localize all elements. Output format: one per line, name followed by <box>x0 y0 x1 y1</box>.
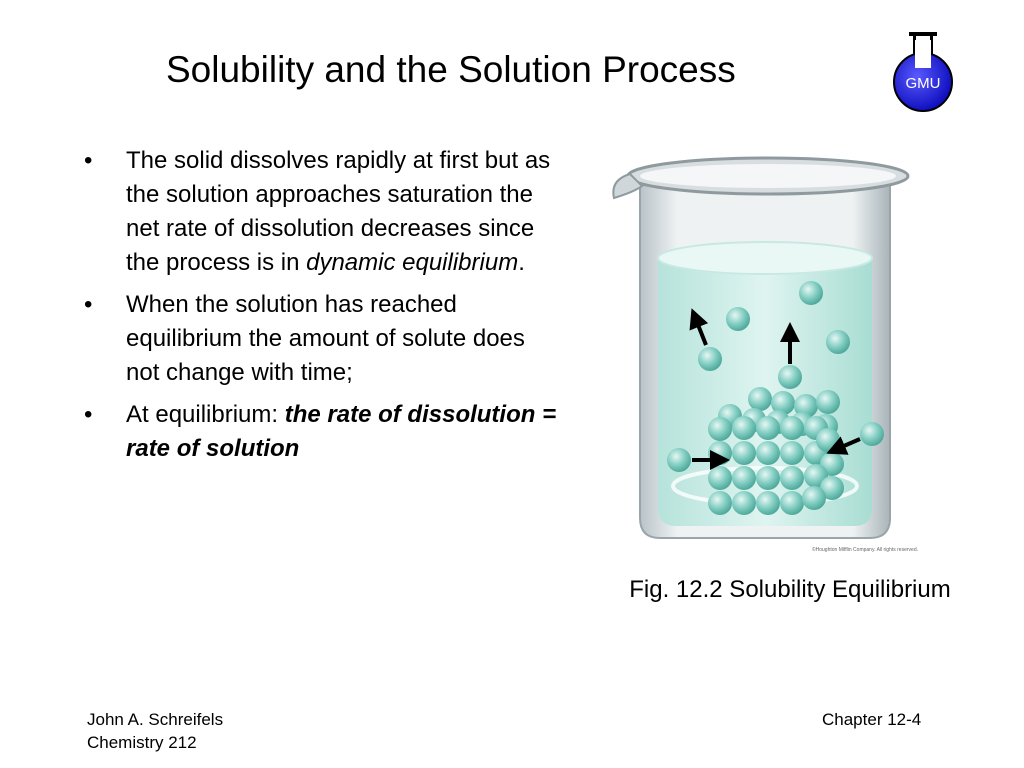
bullet-item-2 <box>84 288 564 390</box>
bullet-text: When the solution has reached equilibrium the amount of solute does not change with time; <box>126 291 525 386</box>
footer-left <box>87 708 223 754</box>
bullet-tail: . <box>518 249 525 276</box>
footer-page-number: Chapter 12-4 <box>822 710 922 729</box>
bullet-text: At equilibrium: <box>126 401 285 428</box>
bullet-text: The solid dissolves rapidly at first but as the solution approaches saturation the net rate of dissolution decreases since the process is in <box>126 147 551 276</box>
bullet-marker: • <box>84 401 93 428</box>
logo-text: GMU <box>905 75 941 92</box>
bullet-item-1 <box>84 144 564 280</box>
footer-course: Chemistry 212 <box>87 733 197 752</box>
copyright-text: ©Houghton Mifflin Company. All rights reserved. <box>811 547 918 553</box>
bullet-emphasis: dynamic equilibrium <box>306 249 519 276</box>
slide-title: Solubility and the Solution Process <box>166 49 736 90</box>
bullet-marker: • <box>84 147 93 174</box>
footer-author: John A. Schreifels <box>87 710 224 729</box>
figure-caption: Fig. 12.2 Solubility Equilibrium <box>629 576 951 603</box>
bullet-emphasis: the rate of dissolution = rate of solution <box>126 401 557 462</box>
bullet-list <box>84 144 564 474</box>
gmu-flask-logo <box>888 30 958 112</box>
bullet-marker: • <box>84 291 93 318</box>
beaker-illustration <box>600 146 930 558</box>
bullet-item-3 <box>84 398 564 466</box>
